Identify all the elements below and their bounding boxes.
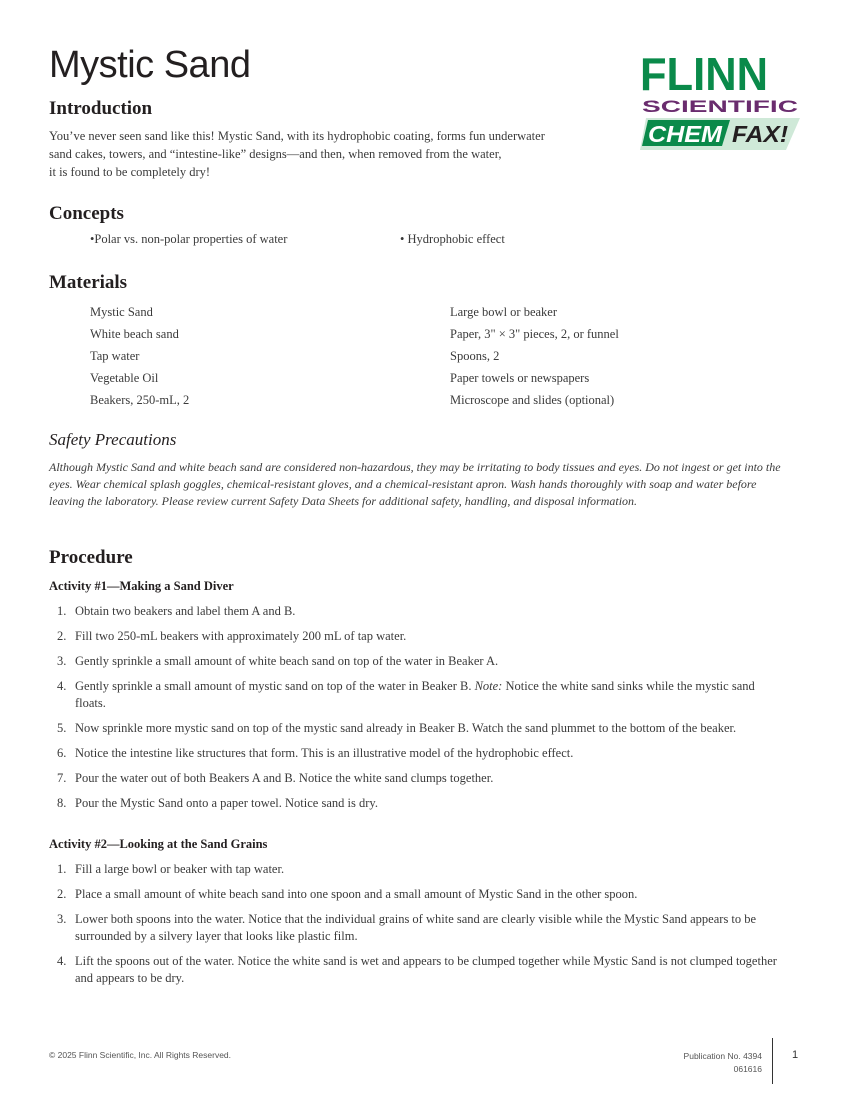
logo-flinn-text: FLINN: [640, 50, 768, 100]
footer-divider: [772, 1038, 773, 1084]
step-number: 1.: [57, 604, 67, 618]
material-item: White beach sand: [90, 327, 179, 341]
step-text: Obtain two beakers and label them A and B.: [75, 604, 296, 618]
list-item: [49, 745, 779, 762]
footer-publication-info: [684, 1050, 762, 1076]
activity-2-title: Activity #2—Looking at the Sand Grains: [49, 837, 268, 851]
step-number: 7.: [57, 771, 67, 785]
list-item: [49, 861, 779, 878]
step-number: 2.: [57, 887, 67, 901]
material-item: Microscope and slides (optional): [450, 393, 615, 407]
intro-line: it is found to be completely dry!: [49, 165, 211, 179]
list-item: [49, 911, 779, 945]
step-text: Lower both spoons into the water. Notice that the individual grains of white sand are clearly visible while the Mystic Sand appears to be surrounded by a silvery layer that looks like plastic film.: [75, 912, 757, 943]
step-text: Lift the spoons out of the water. Notice the white sand is wet and appears to be clumped together while Mystic Sand is not clumped together and appears to be dry.: [75, 954, 777, 985]
step-text: Fill two 250-mL beakers with approximately 200 mL of tap water.: [75, 629, 407, 643]
step-number: 3.: [57, 912, 67, 926]
logo-scientific-text: SCIENTIFIC: [642, 97, 798, 116]
step-number: 5.: [57, 721, 67, 735]
step-number: 2.: [57, 629, 67, 643]
step-text: Gently sprinkle a small amount of white beach sand on top of the water in Beaker A.: [75, 654, 499, 668]
safety-heading: Safety Precautions: [49, 430, 177, 449]
materials-heading: Materials: [49, 272, 128, 293]
introduction-text: [49, 127, 639, 181]
page-title: Mystic Sand: [49, 44, 251, 86]
list-item: [49, 603, 779, 620]
logo-fax-text: FAX!: [732, 121, 789, 147]
list-item: [49, 720, 779, 737]
logo-chem-text: CHEM: [648, 121, 723, 147]
safety-text: Although Mystic Sand and white beach sand are considered non-hazardous, they may be irritating to body tissues and eyes. Do not ingest or get into the eyes. Wear chemical splash goggles, chemical-resistant gloves, and a chemical-resistant apron. Wash hands thoroughly with soap and water before leaving the laboratory. Please review current Safety Data Sheets for additional safety, handling, and disposal information.: [49, 460, 781, 508]
concepts-heading: Concepts: [49, 203, 124, 224]
step-number: 1.: [57, 862, 67, 876]
publication-number: Publication No. 4394: [683, 1051, 762, 1061]
list-item: [49, 795, 779, 812]
step-number: 6.: [57, 746, 67, 760]
material-item: Paper towels or newspapers: [450, 371, 590, 385]
material-item: Paper, 3" × 3" pieces, 2, or funnel: [450, 327, 619, 341]
list-item: [49, 653, 779, 670]
publication-code: 061616: [733, 1064, 762, 1074]
materials-list-left: [90, 301, 189, 411]
procedure-heading: Procedure: [49, 547, 133, 568]
flinn-chemfax-logo: [638, 50, 803, 152]
note-text: Notice the white sand sinks while the mystic sand floats.: [75, 679, 755, 710]
concept-item: •Polar vs. non-polar properties of water: [90, 232, 288, 246]
list-item: [49, 628, 779, 645]
step-text: Gently sprinkle a small amount of mystic sand on top of the water in Beaker B.: [75, 679, 472, 693]
note-label: Note:: [474, 679, 503, 693]
material-item: Vegetable Oil: [90, 371, 159, 385]
step-text: Notice the intestine like structures that form. This is an illustrative model of the hydrophobic effect.: [75, 746, 574, 760]
step-number: 4.: [57, 954, 67, 968]
concept-item: • Hydrophobic effect: [400, 232, 505, 246]
step-number: 3.: [57, 654, 67, 668]
intro-line: sand cakes, towers, and “intestine-like” designs—and then, when removed from the water,: [49, 147, 502, 161]
step-text: Pour the water out of both Beakers A and B. Notice the white sand clumps together.: [75, 771, 494, 785]
list-item: [49, 770, 779, 787]
step-text: Place a small amount of white beach sand into one spoon and a small amount of Mystic Sand in the other spoon.: [75, 887, 638, 901]
activity-2-steps: [49, 861, 779, 995]
step-text: Pour the Mystic Sand onto a paper towel. Notice sand is dry.: [75, 796, 378, 810]
list-item: [49, 886, 779, 903]
step-text: Fill a large bowl or beaker with tap water.: [75, 862, 285, 876]
step-number: 8.: [57, 796, 67, 810]
intro-line: You’ve never seen sand like this! Mystic Sand, with its hydrophobic coating, forms fun underwater: [49, 129, 545, 143]
activity-1-title: Activity #1—Making a Sand Diver: [49, 579, 234, 593]
list-item: [49, 953, 779, 987]
step-text: Now sprinkle more mystic sand on top of the mystic sand already in Beaker B. Watch the sand plummet to the bottom of the beaker.: [75, 721, 737, 735]
list-item: [49, 678, 779, 712]
material-item: Beakers, 250-mL, 2: [90, 393, 190, 407]
footer-copyright: © 2025 Flinn Scientific, Inc. All Rights Reserved.: [49, 1050, 232, 1060]
activity-1-steps: [49, 603, 779, 820]
material-item: Large bowl or beaker: [450, 305, 558, 319]
materials-list-right: [450, 301, 619, 411]
step-number: 4.: [57, 679, 67, 693]
material-item: Spoons, 2: [450, 349, 500, 363]
material-item: Mystic Sand: [90, 305, 153, 319]
page-number: 1: [792, 1049, 799, 1061]
material-item: Tap water: [90, 349, 140, 363]
introduction-heading: Introduction: [49, 98, 153, 119]
